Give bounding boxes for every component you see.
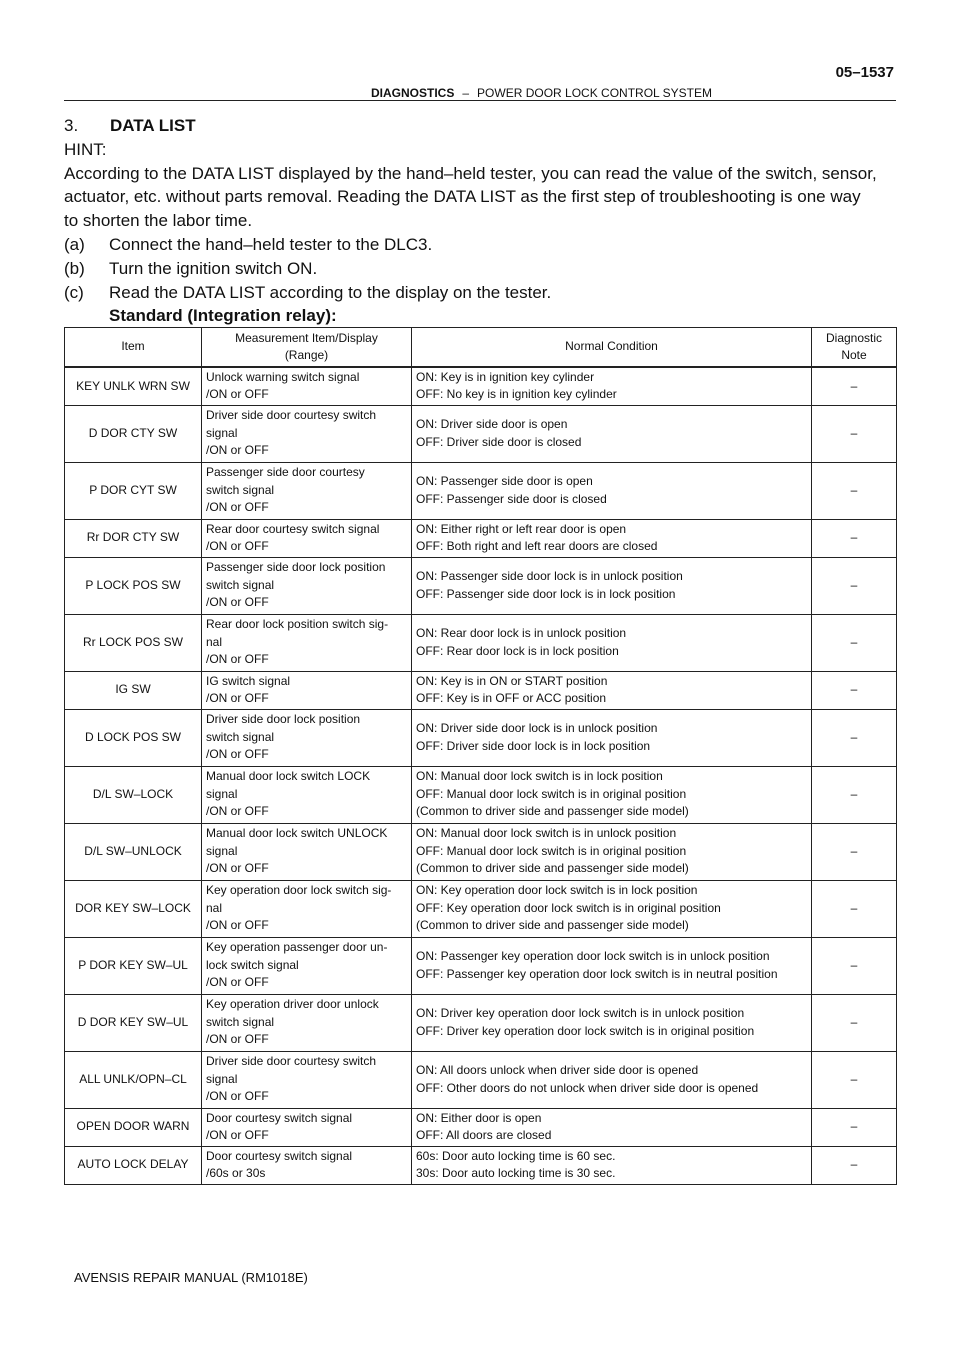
table-row <box>65 367 897 405</box>
measurement-line: Manual door lock switch UNLOCK <box>206 826 388 841</box>
measurement-line: /ON or OFF <box>206 747 269 762</box>
cell-note: – <box>812 1108 897 1146</box>
cell-condition <box>412 823 812 880</box>
hint-line-3: to shorten the labor time. <box>64 211 253 231</box>
condition-line: ON: Either door is open <box>416 1110 542 1125</box>
cell-item: D/L SW–UNLOCK <box>65 823 202 880</box>
condition-line: ON: Driver side door is open <box>416 417 568 432</box>
page-number: 05–1537 <box>835 64 894 81</box>
table-row <box>65 557 897 614</box>
table-row <box>65 937 897 994</box>
cell-condition <box>412 557 812 614</box>
condition-line: ON: Key operation door lock switch is in lock position <box>416 883 698 898</box>
cell-note: – <box>812 709 897 766</box>
cell-condition <box>412 462 812 519</box>
cell-measurement <box>202 614 412 671</box>
step-b <box>64 257 898 281</box>
measurement-line: Key operation passenger door un- <box>206 940 388 955</box>
cell-item: OPEN DOOR WARN <box>65 1108 202 1146</box>
measurement-line: lock switch signal <box>206 957 299 972</box>
measurement-line: Unlock warning switch signal <box>206 369 360 384</box>
cell-note: – <box>812 1051 897 1108</box>
measurement-line: Passenger side door lock position <box>206 560 386 575</box>
cell-condition <box>412 937 812 994</box>
cell-item: KEY UNLK WRN SW <box>65 367 202 405</box>
measurement-line: switch signal <box>206 577 275 592</box>
cell-item: P DOR KEY SW–UL <box>65 937 202 994</box>
cell-note: – <box>812 823 897 880</box>
cell-note: – <box>812 1146 897 1184</box>
condition-line: OFF: Key is in OFF or ACC position <box>416 691 607 705</box>
cell-note: – <box>812 557 897 614</box>
condition-line: OFF: Manual door lock switch is in original position <box>416 786 687 801</box>
measurement-line: /60s or 30s <box>206 1166 266 1180</box>
condition-line: OFF: Passenger side door lock is in lock position <box>416 586 676 601</box>
measurement-line: /ON or OFF <box>206 652 269 667</box>
condition-line: OFF: Driver side door lock is in lock position <box>416 738 651 753</box>
cell-item: P DOR CYT SW <box>65 462 202 519</box>
standard-label: Standard (Integration relay): <box>109 306 337 326</box>
step-label: (a) <box>64 234 85 254</box>
cell-measurement <box>202 1146 412 1184</box>
footer-text: AVENSIS REPAIR MANUAL (RM1018E) <box>74 1270 308 1285</box>
cell-item: AUTO LOCK DELAY <box>65 1146 202 1184</box>
cell-note: – <box>812 671 897 709</box>
table-row <box>65 405 897 462</box>
condition-line: OFF: Other doors do not unlock when driver side door is opened <box>416 1080 759 1095</box>
section-heading <box>64 114 898 138</box>
cell-condition <box>412 671 812 709</box>
header-title <box>371 86 712 100</box>
measurement-line: Key operation driver door unlock <box>206 997 379 1012</box>
measurement-line: /ON or OFF <box>206 595 269 610</box>
cell-note: – <box>812 937 897 994</box>
table-row <box>65 994 897 1051</box>
cell-item: D DOR CTY SW <box>65 405 202 462</box>
condition-line: OFF: Passenger key operation door lock switch is in neutral position <box>416 966 778 981</box>
measurement-line: /ON or OFF <box>206 539 269 553</box>
table-row <box>65 766 897 823</box>
measurement-line: /ON or OFF <box>206 861 269 876</box>
condition-line: OFF: Manual door lock switch is in original position <box>416 843 687 858</box>
condition-line: ON: Manual door lock switch is in lock position <box>416 769 663 784</box>
condition-line: OFF: Driver key operation door lock switch is in original position <box>416 1023 755 1038</box>
measurement-line: IG switch signal <box>206 673 291 688</box>
cell-measurement <box>202 462 412 519</box>
cell-measurement <box>202 709 412 766</box>
cell-item: Rr LOCK POS SW <box>65 614 202 671</box>
table-row <box>65 1146 897 1184</box>
measurement-line: Manual door lock switch LOCK <box>206 769 371 784</box>
cell-condition <box>412 1108 812 1146</box>
cell-measurement <box>202 994 412 1051</box>
condition-line: ON: All doors unlock when driver side door is opened <box>416 1063 699 1078</box>
cell-item: Rr DOR CTY SW <box>65 519 202 557</box>
measurement-line: Passenger side door courtesy <box>206 465 365 480</box>
cell-item: P LOCK POS SW <box>65 557 202 614</box>
condition-line: 30s: Door auto locking time is 30 sec. <box>416 1166 616 1180</box>
condition-line: ON: Driver side door lock is in unlock position <box>416 721 658 736</box>
step-label: (c) <box>64 282 84 302</box>
header-condition: Normal Condition <box>412 328 812 368</box>
cell-condition <box>412 614 812 671</box>
condition-line: ON: Key is in ignition key cylinder <box>416 369 595 384</box>
cell-item: DOR KEY SW–LOCK <box>65 880 202 937</box>
header-item: Item <box>65 328 202 368</box>
measurement-line: /ON or OFF <box>206 443 269 458</box>
condition-line: ON: Rear door lock is in unlock position <box>416 626 627 641</box>
measurement-line: /ON or OFF <box>206 918 269 933</box>
table-row <box>65 614 897 671</box>
cell-measurement <box>202 1108 412 1146</box>
condition-line: ON: Driver key operation door lock switch is in unlock position <box>416 1006 745 1021</box>
cell-item: D/L SW–LOCK <box>65 766 202 823</box>
measurement-line: /ON or OFF <box>206 804 269 819</box>
header-subsection: POWER DOOR LOCK CONTROL SYSTEM <box>477 86 712 100</box>
measurement-line: /ON or OFF <box>206 1089 269 1104</box>
cell-measurement <box>202 405 412 462</box>
measurement-line: signal <box>206 1071 238 1086</box>
cell-condition <box>412 367 812 405</box>
table-row <box>65 671 897 709</box>
measurement-line: /ON or OFF <box>206 1128 269 1142</box>
cell-item: ALL UNLK/OPN–CL <box>65 1051 202 1108</box>
cell-condition <box>412 766 812 823</box>
cell-measurement <box>202 367 412 405</box>
step-a <box>64 233 898 257</box>
cell-note: – <box>812 367 897 405</box>
step-text: Turn the ignition switch ON. <box>109 258 318 278</box>
header-rule <box>64 100 896 101</box>
cell-note: – <box>812 994 897 1051</box>
condition-line: OFF: Both right and left rear doors are closed <box>416 539 658 553</box>
measurement-line: nal <box>206 634 223 649</box>
measurement-line: signal <box>206 786 238 801</box>
table-row <box>65 709 897 766</box>
condition-line: OFF: Rear door lock is in lock position <box>416 643 619 658</box>
condition-line: ON: Passenger side door is open <box>416 474 593 489</box>
measurement-line: /ON or OFF <box>206 975 269 990</box>
header-note: Diagnostic Note <box>812 328 897 368</box>
measurement-line: switch signal <box>206 482 275 497</box>
cell-note: – <box>812 405 897 462</box>
table-row <box>65 519 897 557</box>
cell-measurement <box>202 766 412 823</box>
table-row <box>65 1108 897 1146</box>
measurement-line: Driver side door lock position <box>206 712 361 727</box>
cell-note: – <box>812 614 897 671</box>
measurement-line: /ON or OFF <box>206 1032 269 1047</box>
cell-note: – <box>812 519 897 557</box>
measurement-line: Rear door lock position switch sig- <box>206 617 389 632</box>
measurement-line: switch signal <box>206 729 275 744</box>
cell-measurement <box>202 519 412 557</box>
cell-condition <box>412 880 812 937</box>
hint-line-1: According to the DATA LIST displayed by the hand–held tester, you can read the value of the switch, sensor, <box>64 163 877 183</box>
cell-note: – <box>812 462 897 519</box>
hint-line-2: actuator, etc. without parts removal. Reading the DATA LIST as the first step of troubleshooting is one way <box>64 187 861 207</box>
measurement-line: Key operation door lock switch sig- <box>206 883 392 898</box>
table-body <box>65 367 897 1184</box>
measurement-line: Driver side door courtesy switch <box>206 1054 377 1069</box>
cell-note: – <box>812 766 897 823</box>
condition-line: (Common to driver side and passenger side model) <box>416 918 689 933</box>
step-label: (b) <box>64 258 85 278</box>
measurement-line: /ON or OFF <box>206 387 269 402</box>
cell-condition <box>412 994 812 1051</box>
cell-item: D LOCK POS SW <box>65 709 202 766</box>
measurement-line: /ON or OFF <box>206 691 269 705</box>
measurement-line: Driver side door courtesy switch <box>206 408 377 423</box>
heading-number: 3. <box>64 116 79 135</box>
condition-line: OFF: Driver side door is closed <box>416 434 582 449</box>
step-text: Read the DATA LIST according to the display on the tester. <box>109 282 552 302</box>
page-header <box>64 62 896 102</box>
step-text: Connect the hand–held tester to the DLC3. <box>109 234 433 254</box>
condition-line: OFF: Key operation door lock switch is in original position <box>416 900 721 915</box>
cell-condition <box>412 1051 812 1108</box>
cell-condition <box>412 405 812 462</box>
cell-note: – <box>812 880 897 937</box>
condition-line: OFF: No key is in ignition key cylinder <box>416 387 617 402</box>
cell-measurement <box>202 557 412 614</box>
cell-measurement <box>202 1051 412 1108</box>
table-row <box>65 880 897 937</box>
table-row <box>65 1051 897 1108</box>
condition-line: ON: Passenger side door lock is in unlock position <box>416 569 683 584</box>
measurement-line: switch signal <box>206 1014 275 1029</box>
condition-line: OFF: Passenger side door is closed <box>416 491 607 506</box>
cell-condition <box>412 519 812 557</box>
condition-line: ON: Manual door lock switch is in unlock position <box>416 826 677 841</box>
cell-item: IG SW <box>65 671 202 709</box>
condition-line: OFF: All doors are closed <box>416 1128 552 1142</box>
table-row <box>65 823 897 880</box>
header-separator: – <box>462 86 470 100</box>
cell-measurement <box>202 880 412 937</box>
cell-condition <box>412 1146 812 1184</box>
header-section: DIAGNOSTICS <box>371 86 455 100</box>
cell-measurement <box>202 937 412 994</box>
condition-line: ON: Key is in ON or START position <box>416 673 608 688</box>
condition-line: 60s: Door auto locking time is 60 sec. <box>416 1148 616 1163</box>
measurement-line: nal <box>206 900 223 915</box>
condition-line: (Common to driver side and passenger side model) <box>416 861 689 876</box>
cell-item: D DOR KEY SW–UL <box>65 994 202 1051</box>
condition-line: ON: Passenger key operation door lock switch is in unlock position <box>416 949 770 964</box>
measurement-line: Door courtesy switch signal <box>206 1110 353 1125</box>
condition-line: (Common to driver side and passenger side model) <box>416 804 689 819</box>
table-header-row <box>65 328 897 368</box>
hint-label: HINT: <box>64 139 107 159</box>
data-list-table <box>64 327 897 1185</box>
intro-content <box>64 114 898 328</box>
measurement-line: signal <box>206 425 238 440</box>
cell-condition <box>412 709 812 766</box>
step-c <box>64 281 898 305</box>
heading-text: DATA LIST <box>110 116 196 135</box>
measurement-line: Door courtesy switch signal <box>206 1148 353 1163</box>
condition-line: ON: Either right or left rear door is open <box>416 521 627 536</box>
table-row <box>65 462 897 519</box>
measurement-line: Rear door courtesy switch signal <box>206 521 380 536</box>
measurement-line: /ON or OFF <box>206 500 269 515</box>
cell-measurement <box>202 671 412 709</box>
cell-measurement <box>202 823 412 880</box>
measurement-line: signal <box>206 843 238 858</box>
header-measurement: Measurement Item/Display (Range) <box>202 328 412 368</box>
